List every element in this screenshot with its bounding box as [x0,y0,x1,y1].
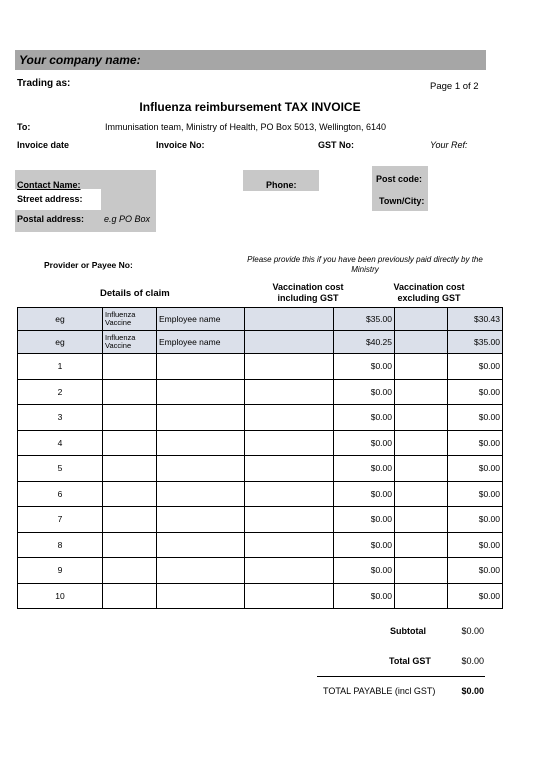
cost-excl-gst: $0.00 [448,532,503,558]
claims-table [17,307,503,609]
company-name-label: Your company name: [19,53,141,67]
claim-item[interactable] [103,532,157,558]
cost-incl-gst[interactable]: $0.00 [334,405,395,431]
claim-extra[interactable] [245,481,334,507]
claim-extra[interactable] [245,430,334,456]
cost-incl-gst[interactable]: $0.00 [334,583,395,609]
row-number: 9 [18,558,103,584]
claim-description[interactable] [157,405,245,431]
claim-item[interactable] [103,379,157,405]
claim-blank[interactable] [395,308,448,331]
cost-excl-gst: $0.00 [448,354,503,380]
claim-item[interactable] [103,507,157,533]
cost-excl-gst: $0.00 [448,430,503,456]
postal-placeholder: e.g PO Box [104,214,151,224]
invoice-date-label: Invoice date [17,140,70,150]
claim-description[interactable] [157,379,245,405]
town-city-label: Town/City: [379,196,425,206]
your-ref-label: Your Ref: [430,140,468,150]
table-row [18,481,503,507]
claim-blank[interactable] [395,379,448,405]
claim-extra[interactable] [245,354,334,380]
row-number: eg [18,331,103,354]
row-number: 4 [18,430,103,456]
cost-excl-gst: $35.00 [448,331,503,354]
table-row [18,507,503,533]
claim-description[interactable]: Employee name [157,308,245,331]
cost-incl-gst[interactable]: $0.00 [334,456,395,482]
cost-incl-gst[interactable]: $0.00 [334,481,395,507]
row-number: eg [18,308,103,331]
table-row [18,308,503,331]
claim-description[interactable] [157,507,245,533]
total-gst-label: Total GST [389,656,431,666]
page-number: Page 1 of 2 [430,81,479,92]
to-label: To: [17,122,31,132]
claim-description[interactable]: Employee name [157,331,245,354]
postcode-label: Post code: [376,174,423,184]
row-number: 1 [18,354,103,380]
table-row [18,532,503,558]
table-row [18,583,503,609]
claim-item[interactable]: Influenza Vaccine [103,331,157,354]
claim-description[interactable] [157,558,245,584]
total-payable-value: $0.00 [461,686,484,696]
provider-note: Please provide this if you have been previously paid directly by the Ministry [247,255,483,274]
subtotal-label: Subtotal [390,626,426,636]
row-number: 5 [18,456,103,482]
claim-description[interactable] [157,532,245,558]
cost-excl-gst: $0.00 [448,405,503,431]
claim-item[interactable] [103,583,157,609]
claim-item[interactable] [103,456,157,482]
claim-extra[interactable] [245,379,334,405]
company-name-bar [15,50,486,70]
subtotal-value: $0.00 [461,626,484,636]
claim-blank[interactable] [395,507,448,533]
cost-incl-gst[interactable]: $0.00 [334,558,395,584]
row-number: 10 [18,583,103,609]
table-row [18,456,503,482]
claim-item[interactable]: Influenza Vaccine [103,308,157,331]
postal-address-label: Postal address: [17,214,85,224]
claim-blank[interactable] [395,558,448,584]
phone-label: Phone: [266,180,297,190]
cost-incl-gst[interactable]: $0.00 [334,507,395,533]
claim-item[interactable] [103,354,157,380]
row-number: 3 [18,405,103,431]
claim-extra[interactable] [245,456,334,482]
to-address: Immunisation team, Ministry of Health, PO Box 5013, Wellington, 6140 [105,122,386,132]
row-number: 6 [18,481,103,507]
claim-extra[interactable] [245,583,334,609]
claim-blank[interactable] [395,405,448,431]
excl-gst-header: Vaccination cost excluding GST [393,282,465,303]
table-row [18,379,503,405]
row-number: 8 [18,532,103,558]
total-separator [317,676,485,677]
claim-item[interactable] [103,481,157,507]
cost-excl-gst: $30.43 [448,308,503,331]
cost-excl-gst: $0.00 [448,558,503,584]
invoice-title: Influenza reimbursement TAX INVOICE [139,100,361,114]
incl-gst-header: Vaccination cost including GST [272,282,344,303]
details-of-claim-header: Details of claim [100,288,170,299]
cost-excl-gst: $0.00 [448,583,503,609]
row-number: 7 [18,507,103,533]
cost-excl-gst: $0.00 [448,507,503,533]
claim-blank[interactable] [395,532,448,558]
claim-blank[interactable] [395,456,448,482]
claim-item[interactable] [103,430,157,456]
cost-incl-gst[interactable]: $35.00 [334,308,395,331]
claim-description[interactable] [157,583,245,609]
contact-name-label: Contact Name: [17,180,81,190]
claim-blank[interactable] [395,331,448,354]
claim-description[interactable] [157,354,245,380]
gst-number-label: GST No: [318,140,354,150]
cost-excl-gst: $0.00 [448,379,503,405]
table-row [18,331,503,354]
claim-description[interactable] [157,430,245,456]
cost-incl-gst[interactable]: $0.00 [334,379,395,405]
table-row [18,354,503,380]
claim-extra[interactable] [245,405,334,431]
claim-blank[interactable] [395,583,448,609]
provider-number-label: Provider or Payee No: [44,260,133,270]
claim-description[interactable] [157,481,245,507]
cost-excl-gst: $0.00 [448,481,503,507]
claim-extra[interactable] [245,532,334,558]
total-gst-value: $0.00 [461,656,484,666]
table-row [18,430,503,456]
cost-incl-gst[interactable]: $0.00 [334,354,395,380]
claim-blank[interactable] [395,354,448,380]
cost-incl-gst[interactable]: $40.25 [334,331,395,354]
trading-as-label: Trading as: [17,78,71,89]
cost-incl-gst[interactable]: $0.00 [334,430,395,456]
total-payable-label: TOTAL PAYABLE (incl GST) [323,686,436,696]
claim-description[interactable] [157,456,245,482]
claim-item[interactable] [103,405,157,431]
row-number: 2 [18,379,103,405]
table-row [18,405,503,431]
street-address-label: Street address: [17,194,83,204]
claim-item[interactable] [103,558,157,584]
claim-extra[interactable] [245,558,334,584]
claim-extra[interactable] [245,331,334,354]
cost-incl-gst[interactable]: $0.00 [334,532,395,558]
claim-extra[interactable] [245,308,334,331]
cost-excl-gst: $0.00 [448,456,503,482]
claim-blank[interactable] [395,481,448,507]
claim-extra[interactable] [245,507,334,533]
table-row [18,558,503,584]
invoice-number-label: Invoice No: [156,140,205,150]
claim-blank[interactable] [395,430,448,456]
